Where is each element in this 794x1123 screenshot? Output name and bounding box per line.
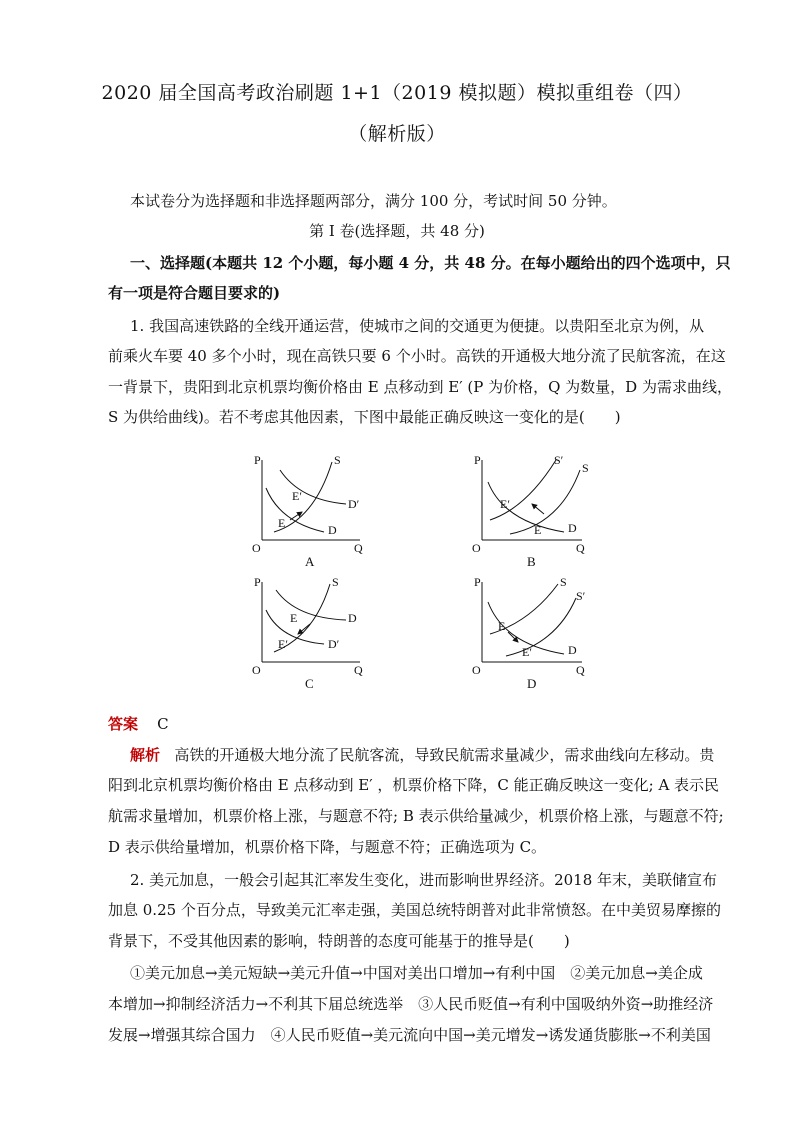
- label-s: S: [332, 575, 339, 589]
- q1-answer-row: [108, 714, 726, 734]
- label-s: S: [582, 461, 589, 475]
- section-heading: 一、选择题(本题共 12 个小题，每小题 4 分，共 48 分。在每小题给出的四个选项中，只: [130, 254, 731, 272]
- graph-b-label: B: [527, 554, 536, 569]
- p-axis-label: P: [254, 575, 261, 589]
- label-e-prime: E′: [500, 497, 510, 511]
- origin-label: O: [472, 663, 481, 677]
- q-axis-label: Q: [354, 663, 363, 677]
- q1-line-1: 1. 我国高速铁路的全线开通运营，使城市之间的交通更为便捷。以贵阳至北京为例，从: [130, 317, 705, 335]
- graph-a: [244, 452, 370, 576]
- q2-option-line-3: 发展→增强其综合国力 ④人民币贬值→美元流向中国→美元增发→诱发通货膨胀→不利美国: [108, 1026, 711, 1044]
- analysis-line-2: 阳到北京机票均衡价格由 E 点移动到 E′ ，机票价格下降，C 能正确反映这一变化; A 表示民: [108, 776, 720, 794]
- q2-option-line-1: ①美元加息→美元短缺→美元升值→中国对美出口增加→有利中国 ②美元加息→美企成: [130, 964, 703, 982]
- q-axis-label: Q: [576, 663, 585, 677]
- p-axis-label: P: [474, 575, 481, 589]
- analysis-line-3: 航需求量增加，机票价格上涨，与题意不符; B 表示供给量减少，机票价格上涨，与题意不符;: [108, 807, 724, 825]
- label-d: D: [328, 523, 337, 537]
- label-d-prime: D′: [328, 637, 340, 651]
- demand-curve-d-prime: [280, 470, 346, 504]
- q2-line-3: 背景下，不受其他因素的影响，特朗普的态度可能基于的推导是( ): [108, 932, 570, 950]
- label-e-prime: E′: [278, 637, 288, 651]
- q2-line-2: 加息 0.25 个百分点，导致美元汇率走强，美国总统特朗普对此非常愤怒。在中美贸易摩擦的: [108, 901, 721, 919]
- origin-label: O: [252, 663, 261, 677]
- label-e: E: [498, 619, 506, 633]
- label-d-prime: D′: [348, 497, 360, 511]
- graph-a-label: A: [305, 554, 315, 569]
- shift-arrow: [298, 624, 310, 634]
- p-axis-label: P: [254, 453, 261, 467]
- label-e: E: [534, 523, 542, 537]
- q1-analysis-row: [130, 745, 726, 765]
- section-heading-cont: 有一项是符合题目要求的): [108, 284, 281, 302]
- shift-arrow: [290, 512, 302, 520]
- supply-curve-s-prime: [506, 598, 576, 656]
- document-title: 2020 届全国高考政治刷题 1+1（2019 模拟题）模拟重组卷（四）: [101, 82, 693, 104]
- analysis-text: 高铁的开通极大地分流了民航客流，导致民航需求量减少，需求曲线向左移动。贵: [174, 746, 715, 764]
- label-s-prime: S′: [554, 453, 564, 467]
- label-e-prime: E′: [522, 645, 532, 659]
- q1-line-4: S 为供给曲线)。若不考虑其他因素，下图中最能正确反映这一变化的是( ): [108, 408, 621, 426]
- label-d: D: [348, 611, 357, 625]
- origin-label: O: [472, 541, 481, 555]
- label-d: D: [568, 521, 577, 535]
- graph-d-label: D: [527, 676, 537, 691]
- graph-b: [464, 452, 594, 576]
- answer-value: C: [157, 715, 169, 733]
- q2-option-line-2: 本增加→抑制经济活力→不利其下届总统选举 ③人民币贬值→有利中国吸纳外资→助推经济: [108, 995, 714, 1013]
- part-heading: 第 I 卷(选择题，共 48 分): [309, 222, 485, 240]
- graph-d: [464, 574, 594, 698]
- shift-arrow: [532, 504, 544, 514]
- label-e: E: [290, 611, 298, 625]
- analysis-line-4: D 表示供给量增加，机票价格下降，与题意不符；正确选项为 C。: [108, 838, 547, 856]
- q1-line-3: 一背景下，贵阳到北京机票均衡价格由 E 点移动到 E′ (P 为价格，Q 为数量，D 为需求曲线，: [108, 378, 732, 396]
- graph-c-label: C: [305, 676, 314, 691]
- supply-curve-s-prime: [490, 460, 556, 520]
- p-axis-label: P: [474, 453, 481, 467]
- answer-label: 答案: [108, 715, 139, 733]
- q-axis-label: Q: [576, 541, 585, 555]
- q-axis-label: Q: [354, 541, 363, 555]
- origin-label: O: [252, 541, 261, 555]
- label-d: D: [568, 643, 577, 657]
- q2-line-1: 2. 美元加息，一般会引起其汇率发生变化，进而影响世界经济。2018 年末，美联储宣布: [130, 871, 718, 889]
- q1-line-2: 前乘火车要 40 多个小时，现在高铁只要 6 个小时。高铁的开通极大地分流了民航客流，在这: [108, 347, 726, 365]
- label-e-prime: E′: [292, 489, 302, 503]
- label-s-prime: S′: [576, 589, 586, 603]
- analysis-label: 解析: [130, 746, 161, 764]
- demand-curve-d: [276, 590, 346, 620]
- exam-intro: 本试卷分为选择题和非选择题两部分，满分 100 分，考试时间 50 分钟。: [130, 192, 617, 210]
- document-subtitle: （解析版）: [348, 123, 446, 145]
- label-e: E: [278, 516, 286, 530]
- label-s: S: [560, 575, 567, 589]
- label-s: S: [334, 453, 341, 467]
- graph-c: [244, 574, 370, 698]
